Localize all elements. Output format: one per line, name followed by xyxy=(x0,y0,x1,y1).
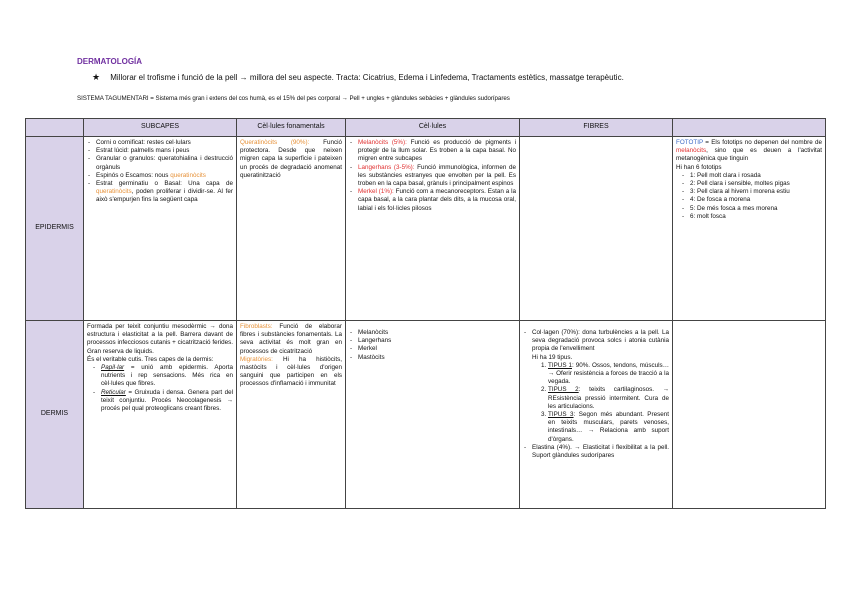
queratinocits-label: Queratinòcits (90%): xyxy=(240,139,310,146)
dermis-cells xyxy=(346,321,520,509)
list-item: - 6: molt fosca xyxy=(690,213,822,221)
list-item: - Granular o granulos: queratohialina i destrucció orgànuls xyxy=(96,155,233,171)
star-bullet-icon: ★ xyxy=(92,72,101,82)
header-fibres: FIBRES xyxy=(520,119,673,137)
header-empty xyxy=(26,119,84,137)
page-title: DERMATOLOGÍA xyxy=(77,57,143,66)
list-item: - Estrat lúcid: palmells mans i peus xyxy=(96,147,233,155)
row-label-epidermis: EPIDERMIS xyxy=(26,137,84,321)
intro-bullet xyxy=(92,72,624,83)
list-item: - Melanòcits (5%): Funció es producció de pigments i protegir de la llum solar. Es troben a la capa basal. No migren entre subcapes xyxy=(358,139,516,164)
table-row-dermis xyxy=(26,321,826,509)
list-item: - Papil·lar = unió amb epidermis. Aporta nutrients i rep sensacions. Més rica en cèl·lules que fibres. xyxy=(101,364,233,389)
list-item: - 5: De més fosca a mes morena xyxy=(690,205,822,213)
list-item: 3. TIPUS 3: Segon més abundant. Present en teixits musculars, parets venoses, intestinals… → Relaciona amb suport d'òrgans. xyxy=(548,411,669,444)
header-extra xyxy=(673,119,826,137)
row-label-dermis: DERMIS xyxy=(26,321,84,509)
queratinocits-text: Funció protectora. Desde que neixen migren capa la superficie i pateixen un procés de degradació anomenat queratinització xyxy=(240,139,342,179)
epidermis-subcapes xyxy=(84,137,237,321)
list-item: - Langerhans xyxy=(358,337,516,345)
list-item: - Elastina (4%). → Elasticitat i flexibilitat a la pell. Suport glàndules sudorípares xyxy=(532,444,669,460)
list-item: - Melanòcits xyxy=(358,329,516,337)
list-item: 2. TIPUS 2: teixits cartilaginosos. → REsistència pressió intermitent. Cura de les articulacions. xyxy=(548,386,669,411)
list-item: - Mastòcits xyxy=(358,354,516,362)
skin-layers-table xyxy=(25,118,826,509)
intro-text: Millorar el trofisme i funció de la pell → millora del seu aspecte. Tracta: Cicatrius, Edema i Linfedema, Tractaments estètics, massatge terapèutic. xyxy=(110,73,624,82)
list-item: - Espinós o Escamos: nous queratinòcits xyxy=(96,172,233,180)
list-item: - Langerhans (3-5%): Funció immunològica, informen de les substàncies estranyes que envolten per la pell. Es troben en la capa basal, grànuls i principalment espinos xyxy=(358,164,516,189)
list-item: - Reticular = Gruixuda i densa. Genera part del teixit conjuntiu. Procés Neocolagenesis → procés pel qual proteoglicans creant fibres. xyxy=(101,389,233,414)
epidermis-fonamentals xyxy=(237,137,346,321)
dermis-subcapes: Formada per teixit conjuntiu mesodèrmic → dona estructura i elasticitat a la pell. Barrera davant de processos infecciosos cutanis + cicatrització ferides. Gran reserva de liquids. És el veritable cutis. Tres capes de la dermis: - Papil·lar = unió amb epidermis. Aporta nutrients i rep sensacions. Més rica en cèl·lules que fibres. - Reticular = Gruixuda i densa. Genera part del teixit conjuntiu. Procés Neocolagenesis → procés pel qual proteoglicans creant fibres. xyxy=(84,321,237,509)
system-definition: SISTEMA TAGUMENTARI = Sistema més gran i extens del cos humà, es el 15% del pes corporal → Pell + ungles + glàndules sebàcies + glàndules sudorípares xyxy=(77,95,510,102)
list-item: - Col·lagen (70%): dona turbulències a la pell. La seva degradació provoca solcs i atonia cutània propia de l'envelliment Hi ha 19 tipus. 1. TIPUS 1: 90%. Ossos, tendons, músculs… → Oferir resistència a forces de tracció a la vegada. 2. TIPUS 2: teixits cartilaginosos. → REsistència pressió intermitent. Cura de les articulacions. 3. TIPUS 3: Segon més abundant. Present en teixits musculars, parets venoses, intestinals… → Relaciona amb suport d'òrgans. xyxy=(532,329,669,444)
dermis-fibres xyxy=(520,321,673,509)
dermis-extra xyxy=(673,321,826,509)
table-header-row xyxy=(26,119,826,137)
epidermis-cells xyxy=(346,137,520,321)
list-item: - 3: Pell clara al hivern i morena estiu xyxy=(690,188,822,196)
epidermis-fototip: FOTOTIP = Els fototips no depenen del nombre de melanòcits, sino que es deuen a l'activitat metanogènica que tinguin Hi han 6 fototips - 1: Pell molt clara i rosada - 2: Pell clara i sensible, moltes pigas - 3: Pell clara al hivern i morena estiu - 4: De fosca a morena - 5: De més fosca a mes morena - 6: molt fosca xyxy=(673,137,826,321)
list-item: - 1: Pell molt clara i rosada xyxy=(690,172,822,180)
dermis-fonamentals: Fibroblasts: Funció de elaborar fibres i substàncies fonamentals. La seva activitat és molt gran en processos de cicatrització Migratòries: Hi ha histiòcits, mastòcits i cèl·lules d'origen sanguini que participen en els processos d'inflamació i immunitat xyxy=(237,321,346,509)
table-row-epidermis xyxy=(26,137,826,321)
header-fonamentals: Cèl·lules fonamentals xyxy=(237,119,346,137)
list-item: - Merkel xyxy=(358,345,516,353)
list-item: 1. TIPUS 1: 90%. Ossos, tendons, músculs… → Oferir resistència a forces de tracció a la vegada. xyxy=(548,362,669,387)
fototip-count: Hi han 6 fototips xyxy=(676,163,722,171)
list-item: - Estrat germinatiu o Basal: Una capa de queratinòcits, poden proliferar i dividir-se. Al fer això s'empurjen fins la següent capa xyxy=(96,180,233,205)
epidermis-fibres xyxy=(520,137,673,321)
header-subcapes: SUBCAPES xyxy=(84,119,237,137)
list-item: - Merkel (1%): Funció com a mecanoreceptors. Estan a la capa basal, a la cara plantar dels dits, a la mucosa oral, labial i els fol·licles pilosos xyxy=(358,188,516,213)
list-item: - Corni o cornificat: restes cel·lulars xyxy=(96,139,233,147)
list-item: - 2: Pell clara i sensible, moltes pigas xyxy=(690,180,822,188)
header-cells: Cèl·lules xyxy=(346,119,520,137)
list-item: - 4: De fosca a morena xyxy=(690,196,822,204)
